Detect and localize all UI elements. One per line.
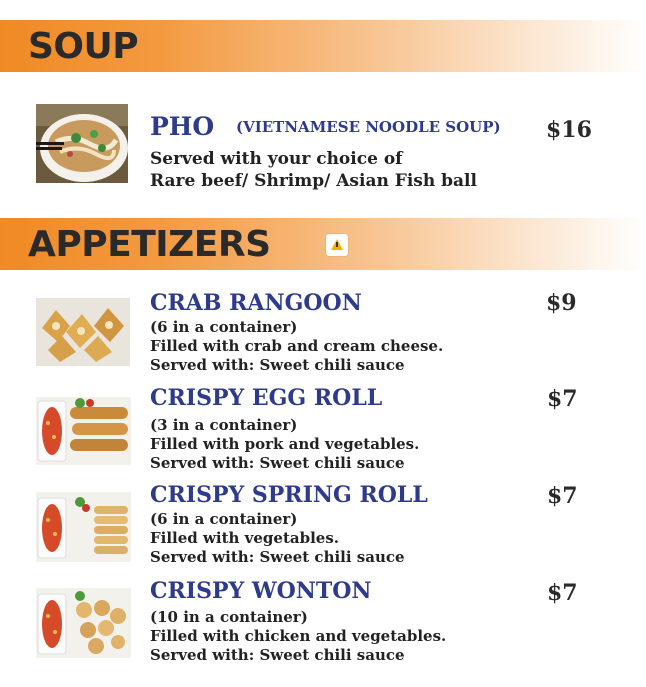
description-line: Filled with crab and cream cheese. bbox=[150, 337, 444, 355]
soup-section-title: SOUP bbox=[28, 26, 139, 67]
appetizers-section-title: APPETIZERS bbox=[28, 224, 271, 265]
appetizers-section-band bbox=[0, 218, 646, 270]
description-line: Served with: Sweet chili sauce bbox=[150, 454, 405, 472]
warning-exclamation bbox=[336, 242, 338, 247]
item-price-crispy-egg-roll: $7 bbox=[547, 386, 578, 412]
crispy-spring-roll-image bbox=[36, 492, 131, 562]
description-line: (6 in a container) bbox=[150, 510, 298, 528]
crispy-egg-roll-image bbox=[36, 397, 131, 465]
description-line: Served with your choice of bbox=[150, 149, 403, 169]
item-subtitle-pho: (VIETNAMESE NOODLE SOUP) bbox=[236, 118, 501, 136]
soup-section-band bbox=[0, 20, 646, 72]
item-name-crispy-egg-roll: CRISPY EGG ROLL bbox=[150, 385, 383, 411]
description-line: (3 in a container) bbox=[150, 416, 298, 434]
item-name-crispy-spring-roll: CRISPY SPRING ROLL bbox=[150, 482, 428, 508]
description-line: Served with: Sweet chili sauce bbox=[150, 548, 405, 566]
spring-roll-illustration bbox=[36, 492, 131, 562]
item-name-crispy-wonton: CRISPY WONTON bbox=[150, 578, 372, 604]
egg-roll-illustration bbox=[36, 397, 131, 465]
item-description-crispy-egg-roll bbox=[150, 416, 419, 473]
description-line: Filled with pork and vegetables. bbox=[150, 435, 420, 453]
crab-rangoon-image bbox=[36, 298, 130, 366]
description-line: Served with: Sweet chili sauce bbox=[150, 356, 405, 374]
item-price-crab-rangoon: $9 bbox=[546, 290, 577, 316]
item-price-crispy-spring-roll: $7 bbox=[547, 483, 578, 509]
warning-icon[interactable] bbox=[326, 234, 348, 256]
crab-rangoon-illustration bbox=[36, 298, 130, 366]
item-description-crab-rangoon bbox=[150, 318, 443, 375]
item-description-pho bbox=[150, 148, 477, 192]
item-price-pho: $16 bbox=[546, 117, 592, 143]
description-line: Rare beef/ Shrimp/ Asian Fish ball bbox=[150, 171, 477, 191]
pho-bowl-illustration bbox=[36, 104, 128, 183]
description-line: Filled with chicken and vegetables. bbox=[150, 627, 447, 645]
item-description-crispy-spring-roll bbox=[150, 510, 405, 567]
description-line: (10 in a container) bbox=[150, 608, 308, 626]
description-line: (6 in a container) bbox=[150, 318, 298, 336]
description-line: Filled with vegetables. bbox=[150, 529, 340, 547]
wonton-illustration bbox=[36, 588, 131, 658]
crispy-wonton-image bbox=[36, 588, 131, 658]
item-name-crab-rangoon: CRAB RANGOON bbox=[150, 290, 362, 316]
item-description-crispy-wonton bbox=[150, 608, 446, 665]
item-price-crispy-wonton: $7 bbox=[547, 580, 578, 606]
description-line: Served with: Sweet chili sauce bbox=[150, 646, 405, 664]
pho-image bbox=[36, 104, 128, 183]
item-name-pho: PHO bbox=[150, 112, 215, 141]
